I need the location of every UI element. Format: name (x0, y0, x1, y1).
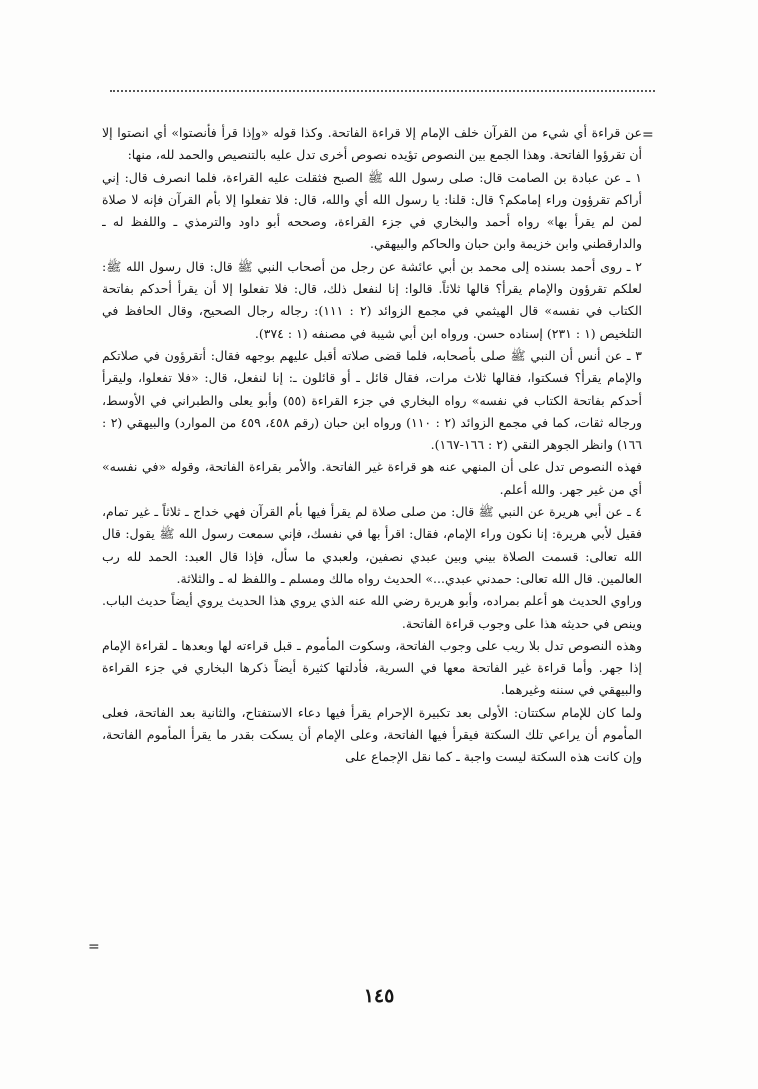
paragraph-commentary-2: وراوي الحديث هو أعلم بمراده، وأبو هريرة رضي الله عنه الذي يروي هذا الحديث يروي أيضاً حديث الباب. وينص في حديثه هذا على وجوب قراءة الفاتحة. (102, 593, 642, 631)
paragraph-hadith-4: ٤ ـ عن أبي هريرة عن النبي ﷺ قال: من صلى صلاة لم يقرأ فيها بأم القرآن فهي خداج ـ ثلاثاً ـ غير تمام، فقيل لأبي هريرة: إنا نكون وراء الإمام، فقال: اقرأ بها في نفسك، فإني سمعت رسول الله ﷺ يقول: قال الله تعالى: قسمت الصلاة بيني وبين عبدي نصفين، ولعبدي ما سأل، فإذا قال العبد: الحمد لله رب العالمين. قال الله تعالى: حمدني عبدي...» الحديث رواه مالك ومسلم ـ واللفظ له ـ والثلاثة. (102, 504, 642, 586)
page-number: ١٤٥ (363, 985, 395, 1007)
paragraph-hadith-1: ١ ـ عن عبادة بن الصامت قال: صلى رسول الله ﷺ الصبح فثقلت عليه القراءة، فلما انصرف قال: إني أراكم تقرؤون وراء إمامكم؟ قال: قلنا: يا رسول الله أي والله، قال: فلا تفعلوا إلا بأم القرآن فإنه لا صلاة لمن لم يقرأ بها» رواه أحمد والبخاري في جزء القراءة، وصححه أبو داود والترمذي ـ واللفظ له ـ والدارقطني وابن خزيمة وابن حبان والحاكم والبيهقي. (102, 169, 642, 252)
paragraph-hadith-3: ٣ ـ عن أنس أن النبي ﷺ صلى بأصحابه، فلما قضى صلاته أقبل عليهم بوجهه فقال: أتقرؤون في صلاتكم والإمام يقرأ؟ فسكتوا، فقالها ثلاث مرات، فقال قائل ـ أو قائلون ـ: إنا لنفعل، قال: «فلا تفعلوا، وليقرأ أحدكم بفاتحة الكتاب في نفسه» رواه البخاري في جزء القراءة (٥٥) وأبو يعلى والطبراني في الأوسط، ورجاله ثقات، كما في مجمع الزوائد (٢ : ١١٠) ورواه ابن حبان (رقم ٤٥٨، ٤٥٩ من الموارد) والبيهقي (٢ : ١٦٦) وانظر الجوهر النقي (٢ : ١٦٦-١٦٧). (102, 347, 642, 453)
paragraph-intro: عن قراءة أي شيء من القرآن خلف الإمام إلا قراءة الفاتحة. وكذا قوله «وإذا قرأ فأنصتوا» أي انصتوا إلا أن تقرؤوا الفاتحة. وهذا الجمع بين النصوص تؤيده نصوص أخرى تدل عليه بالتنصيص والحمد لله، منها: (102, 125, 642, 163)
continuation-mark-end: = (88, 939, 100, 955)
paragraph-commentary-1: فهذه النصوص تدل على أن المنهي عنه هو قراءة غير الفاتحة. والأمر بقراءة الفاتحة، وقوله «في نفسه» أي من غير جهر. والله أعلم. (102, 459, 642, 497)
footnote-text-body (102, 122, 642, 977)
paragraph-hadith-2: ٢ ـ روى أحمد بسنده إلى محمد بن أبي عائشة عن رجل من أصحاب النبي ﷺ قال: قال رسول الله ﷺ: لعلكم تقرؤون والإمام يقرأ؟ قالها ثلاثاً. قالوا: إنا لنفعل ذلك، قال: فلا تفعلوا إلا أن يقرأ أحدكم بفاتحة الكتاب في نفسه» قال الهيثمي في مجمع الزوائد (٢ : ١١١): رجاله رجال الصحيح، وقال الحافظ في التلخيص (١ : ٢٣١) إسناده حسن. ورواه ابن أبي شيبة في مصنفه (١ : ٣٧٤). (102, 258, 642, 341)
paragraph-commentary-4: ولما كان للإمام سكتتان: الأولى بعد تكبيرة الإحرام يقرأ فيها دعاء الاستفتاح، والثانية بعد الفاتحة، فعلى المأموم أن يراعي تلك السكتة فيقرأ فيها الفاتحة، وعلى الإمام أن يسكت بقدر ما يقرأ المأموم الفاتحة، وإن كانت هذه السكتة ليست واجبة ـ كما نقل الإجماع على (102, 704, 642, 765)
dotted-separator (110, 90, 655, 92)
continuation-mark-start: = (642, 127, 654, 143)
paragraph-commentary-3: وهذه النصوص تدل بلا ريب على وجوب الفاتحة، وسكوت المأموم ـ قبل قراءته لها وبعدها ـ لقراءة الإمام إذا جهر. وأما قراءة غير الفاتحة معها في السرية، فأدلتها كثيرة أيضاً ذكرها البخاري في جزء القراءة والبيهقي في سننه وغيرهما. (102, 637, 642, 698)
